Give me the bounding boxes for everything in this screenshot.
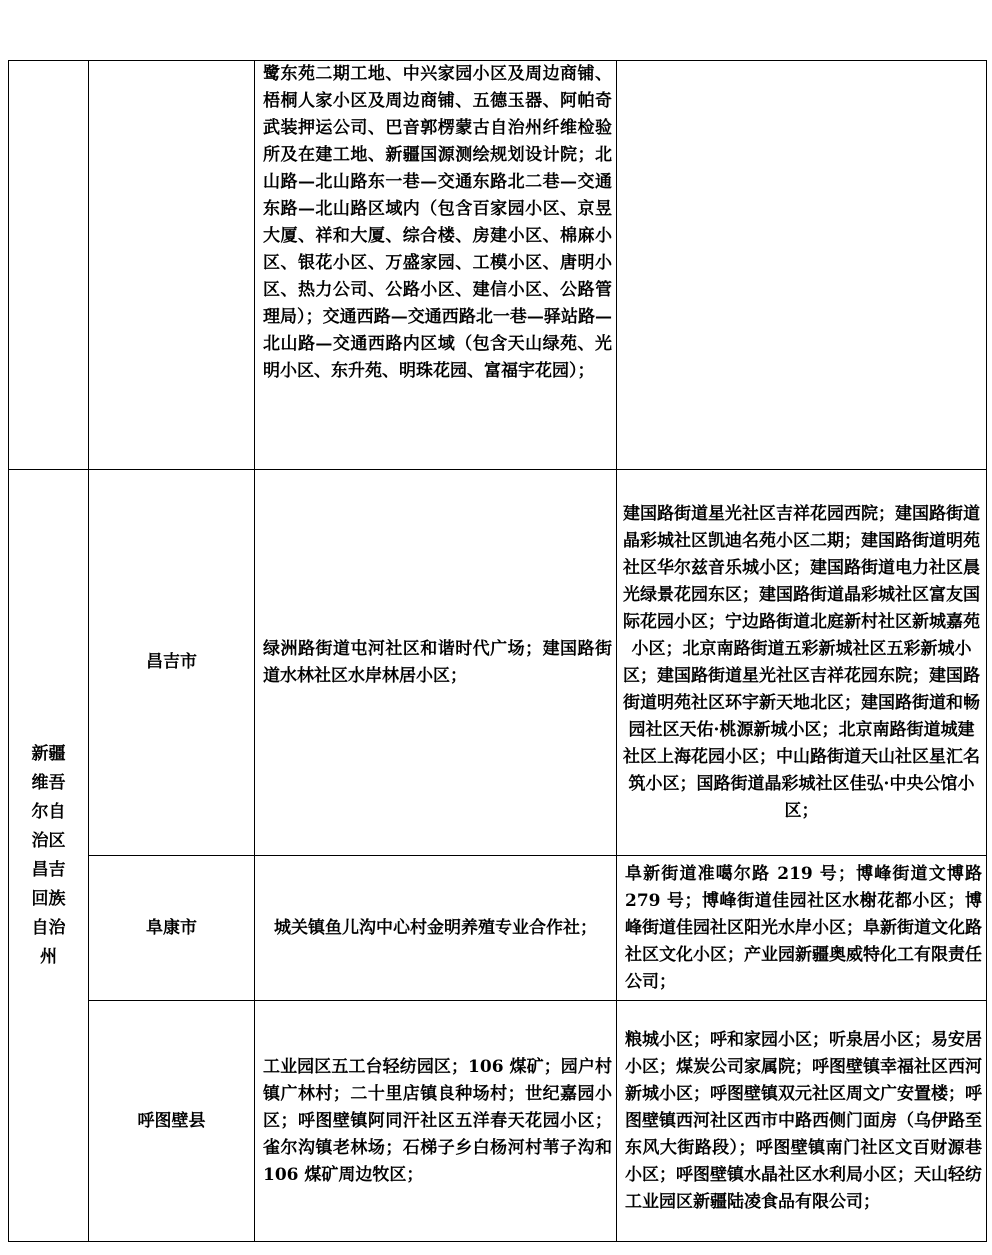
area-list-text: 城关镇鱼儿沟中心村金明养殖专业合作社； xyxy=(274,917,597,938)
county-cell xyxy=(89,61,255,470)
county-name: 阜康市 xyxy=(146,917,197,938)
area-list-cell xyxy=(255,1001,617,1242)
area-list-text-2: 阜新街道准噶尔路 219 号；博峰街道文博路 279 号；博峰街道佳园社区水榭花都小区；博峰街道佳园社区阳光水岸小区；阜新街道文化路社区文化小区；产业园新疆奥威特化工有限责任公司； xyxy=(625,863,982,992)
county-cell xyxy=(89,470,255,856)
county-name: 呼图壁县 xyxy=(137,1110,206,1131)
area-list-text-2: 建国路街道星光社区吉祥花园西院；建国路街道晶彩城社区凯迪名苑小区二期；建国路街道明苑社区华尔兹音乐城小区；建国路街道电力社区晨光绿景花园东区；建国路街道晶彩城社区富友国际花园小区；宁边路街道北庭新村社区新城嘉苑小区；北京南路街道五彩新城社区五彩新城小区；建国路街道星光社区吉祥花园东院；建国路街道明苑社区环宇新天地北区；建国路街道和畅园社区天佑·桃源新城小区；北京南路街道城建社区上海花园小区；中山路街道天山社区星汇名筑小区；国路街道晶彩城社区佳弘·中央公馆小区； xyxy=(623,503,980,821)
county-name: 昌吉市 xyxy=(146,652,197,672)
risk-area-table xyxy=(8,60,987,1242)
area-list-cell-2 xyxy=(617,470,987,856)
table-row xyxy=(9,470,987,856)
table-row xyxy=(9,856,987,1001)
prefecture-cell xyxy=(9,470,89,1242)
prefecture-name: 新疆维吾尔自治区昌吉回族自治州 xyxy=(31,743,66,967)
area-list-text: 鹭东苑二期工地、中兴家园小区及周边商铺、梧桐人家小区及周边商铺、五德玉器、阿帕奇武装押运公司、巴音郭楞蒙古自治州纤维检验所及在建工地、新疆国源测绘规划设计院；北山路—北山路东一巷—交通东路北二巷—交通东路—北山路区域内（包含百家园小区、京昱大厦、祥和大厦、综合楼、房建小区、棉麻小区、银花小区、万盛家园、工模小区、唐明小区、热力公司、公路小区、建信小区、公路管理局）；交通西路—交通西路北一巷—驿站路—北山路—交通西路内区域（包含天山绿苑、光明小区、东升苑、明珠花园、富福宇花园）； xyxy=(263,64,612,381)
county-cell xyxy=(89,856,255,1001)
area-list-text: 工业园区五工台轻纺园区；106 煤矿；园户村镇广林村；二十里店镇良种场村；世纪嘉园小区；呼图壁镇阿同汗社区五洋春天花园小区；雀尔沟镇老林场；石梯子乡白杨河村苇子沟和 106 煤矿周边牧区； xyxy=(263,1056,612,1185)
area-list-text-2: 粮城小区；呼和家园小区；听泉居小区；易安居小区；煤炭公司家属院；呼图壁镇幸福社区西河新城小区；呼图壁镇双元社区周文广安置楼；呼图壁镇西河社区西市中路西侧门面房（乌伊路至东风大街路段）；呼图壁镇南门社区文百财源巷小区；呼图壁镇水晶社区水利局小区；天山轻纺工业园区新疆陆凌食品有限公司； xyxy=(625,1029,982,1212)
area-list-text: 绿洲路街道屯河社区和谐时代广场；建国路街道水林社区水岸林居小区； xyxy=(263,638,612,686)
prefecture-cell xyxy=(9,61,89,470)
table-row xyxy=(9,61,987,470)
area-list-cell xyxy=(255,856,617,1001)
area-list-cell xyxy=(255,61,617,470)
area-list-cell xyxy=(255,470,617,856)
table-row xyxy=(9,1001,987,1242)
area-list-cell-2 xyxy=(617,856,987,1001)
county-cell xyxy=(89,1001,255,1242)
area-list-cell-2 xyxy=(617,1001,987,1242)
area-list-cell-2 xyxy=(617,61,987,470)
